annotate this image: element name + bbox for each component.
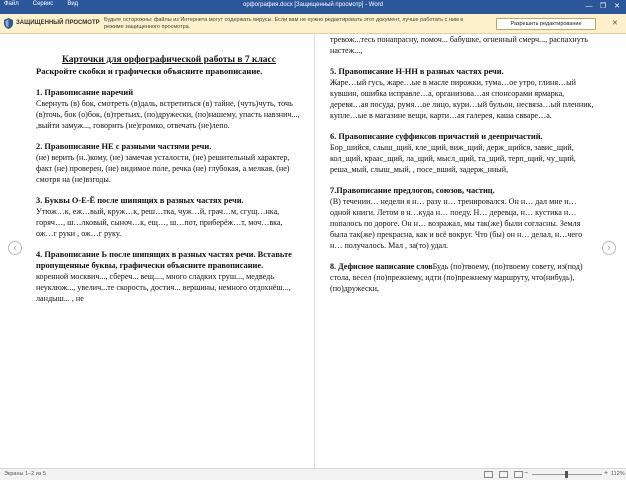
status-bar (0, 468, 626, 480)
print-layout-icon[interactable] (499, 471, 508, 478)
view-mode-buttons (484, 471, 523, 478)
zoom-in-icon[interactable]: + (604, 470, 609, 477)
section-title: 5. Правописание Н-НН в разных частях речи. (330, 67, 504, 76)
page-count[interactable]: Экраны 1–2 из 5 (4, 471, 46, 477)
section-title: 6. Правописание суффиксов причастий и деепричастий. (330, 132, 543, 141)
document-heading: Карточки для орфографической работы в 7 класс (61, 55, 276, 65)
section-text: Свернуть (в) бок, смотреть (в)даль, встретиться (в) тайне, (чуть)чуть, точь (в)точь, бок (о)бок, (в)третьих, (по)дружески, (по)нашему, упасть навзнич..., ,выйти замуж..., говорить (не)громко, отвечать (не)лепо. (36, 99, 300, 130)
document-area (0, 34, 626, 468)
close-icon[interactable]: ✕ (612, 20, 618, 27)
section-text: тревож...тесь понапрасну, помоч... бабушке, огненный смерч..., распахнуть настеж..., (330, 35, 588, 55)
zoom-out-icon[interactable]: − (524, 470, 529, 477)
web-layout-icon[interactable] (514, 471, 523, 478)
restore-icon[interactable]: ❐ (599, 3, 607, 10)
protected-view-label: ЗАЩИЩЕННЫЙ ПРОСМОТР (16, 20, 100, 26)
menu-view[interactable]: Вид (67, 1, 79, 7)
zoom-level[interactable]: 112% (611, 471, 625, 477)
window-title: орфография.docx [Защищенный просмотр] - Word (243, 2, 383, 8)
menu-tools[interactable]: Сервис (32, 1, 54, 7)
section-text: Жаре…ый гусь, жаре…ые в масле пирожки, тума…ое утро, глиня…ый кувшин, ошибка исправле…а, организова…ая спонсорами ярмарка, деревя…ая посуда, румя…ое лицо, кури…ый бульон, несвяза…ый пленник, купле…ые в магазине вещи, карти…ая галерея, каша свваре…а. (330, 78, 594, 120)
shield-icon (4, 18, 13, 29)
page-left (36, 54, 302, 314)
page-divider (314, 34, 315, 468)
zoom-slider-thumb[interactable] (565, 471, 568, 478)
section-text: Бор_шийся, слыш_щий, кле_щий, виж_щий, держ_щийся, завис_щий, кол_щий, краас_щий, ла_щий, мысл_щий, та_щий, терп_щий, чу_щий, реша_мый, слыш_мый, , посе_вший, задерж_нный, (330, 143, 576, 174)
section-text: (В) течении… недели я н… разу н… тренировался. Он н… дал мне н… одной книги. Летом я н…куда н… поеду. Н… деревца, н… кустика н… попалось по дороге. Он н… возражал, мы так(же) были согласны. Земля была так(же) прекрасна, как и всё вокруг. Что (бы) он н… делал, н…чего н… получалось. Мал , за(то) удал. (330, 197, 583, 250)
section-title: 4. Правописание Ь после шипящих в разных частях речи. Вставьте пропущенные буквы, графически объясните правописание. (36, 250, 292, 270)
section-text: коренной москвич..., сбереч... вещ...., много сладких груш..., медведь неуклюж..., увелич...те скорость, достич... вершины, немного отдохнёш..., ландыш... , не (36, 272, 291, 303)
protected-view-bar (0, 14, 626, 34)
next-page-icon[interactable]: › (602, 241, 616, 255)
section-text: Утюж…к, еж…вый, круж…к, реш…тка, чуж…й, грач…м, сгущ…нка, горяч…, ш…лковый, сыноч…к, ещ…, ш…пот, приберёж…т, моч…вка, ож…г руки , ож…г руку. (36, 207, 283, 238)
window-controls (582, 0, 624, 14)
section-title: 3. Буквы О-Е-Ё после шипящих в разных частях речи. (36, 196, 244, 205)
menu-file[interactable]: Файл (4, 1, 19, 7)
section-text (330, 261, 594, 294)
section-title: 7.Правописание предлогов, союзов, частиц. (330, 186, 495, 195)
document-subheading: Раскройте скобки и графически объясните правописание. (36, 66, 263, 76)
protected-view-message: Будьте осторожны: файлы из Интернета могут содержать вирусы. Если вам не нужно редактировать этот документ, лучше работать с ним в режиме защищенного просмотра. (104, 17, 464, 30)
close-window-icon[interactable]: ✕ (614, 3, 620, 10)
title-bar (0, 0, 626, 14)
page-right (330, 34, 594, 304)
section-title: 1. Правописание наречий (36, 88, 134, 97)
section-body: Будь (по)твоему, (по)твоему совету, из(под) стола, весел (по)прежнему, идти (по)прежнему маршруту, что(нибудь), (по)дружески, (330, 262, 583, 293)
read-mode-icon[interactable] (484, 471, 493, 478)
section-title: 8. Дефисное написание слов (330, 262, 433, 271)
section-text: (не) верить (н..)кому, (не) замечая усталости, (не) решительный характер, факт (не) проверен, (не) видимое поле, речка (не) глубокая, а мелкая, (не) смотря на (не)взгоды. (36, 153, 290, 184)
prev-page-icon[interactable]: ‹ (8, 241, 22, 255)
minimize-icon[interactable]: — (585, 3, 593, 10)
section-title: 2. Правописание НЕ с разными частями речи. (36, 142, 212, 151)
enable-editing-button[interactable]: Разрешить редактирование (496, 18, 596, 30)
